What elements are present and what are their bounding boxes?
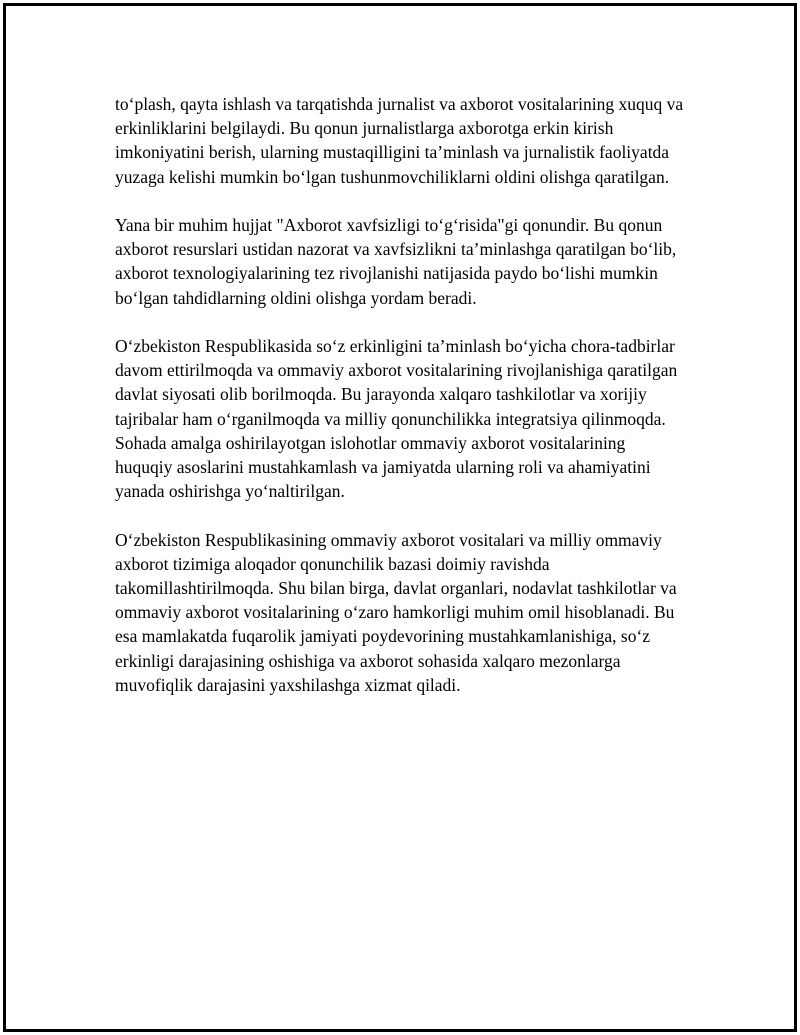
paragraph-1: to‘plash, qayta ishlash va tarqatishda jurnalist va axborot vositalarining xuquq va erkinliklarini belgilaydi. Bu qonun jurnalistlarga axborotga erkin kirish imkoniyatini berish, ularning mustaqilligini ta’minlash va jurnalistik faoliyatda yuzaga kelishi mumkin bo‘lgan tushunmovchiliklarni oldini olishga qaratilgan. bbox=[115, 94, 684, 187]
paragraph-2: Yana bir muhim hujjat "Axborot xavfsizligi to‘g‘risida"gi qonundir. Bu qonun axborot resurslari ustidan nazorat va xavfsizlikni ta’minlashga qaratilgan bo‘lib, axborot texnologiyalarining tez rivojlanishi natijasida paydo bo‘lishi mumkin bo‘lgan tahdidlarning oldini olishga yordam beradi. bbox=[115, 215, 677, 308]
document-body bbox=[115, 92, 685, 721]
paragraph-4: O‘zbekiston Respublikasining ommaviy axborot vositalari va milliy ommaviy axborot tizimiga aloqador qonunchilik bazasi doimiy ravishda takomillashtirilmoqda. Shu bilan birga, davlat organlari, nodavlat tashkilotlar va ommaviy axborot vositalarining o‘zaro hamkorligi muhim omil hisoblanadi. Bu esa mamlakatda fuqarolik jamiyati poydevorining mustahkamlanishiga, so‘z erkinligi darajasining oshishiga va axborot sohasida xalqaro mezonlarga muvofiqlik darajasini yaxshilashga xizmat qiladi. bbox=[115, 529, 677, 695]
paragraph-3: O‘zbekiston Respublikasida so‘z erkinligini ta’minlash bo‘yicha chora-tadbirlar davom ettirilmoqda va ommaviy axborot vositalarining rivojlanishiga qaratilgan davlat siyosati olib borilmoqda. Bu jarayonda xalqaro tashkilotlar va xorijiy tajribalar ham o‘rganilmoqda va milliy qonunchilikka integratsiya qilinmoqda. Sohada amalga oshirilayotgan islohotlar ommaviy axborot vositalarining huquqiy asoslarini mustahkamlash va jamiyatda ularning roli va ahamiyatini yanada oshirishga yo‘naltirilgan. bbox=[115, 336, 678, 502]
